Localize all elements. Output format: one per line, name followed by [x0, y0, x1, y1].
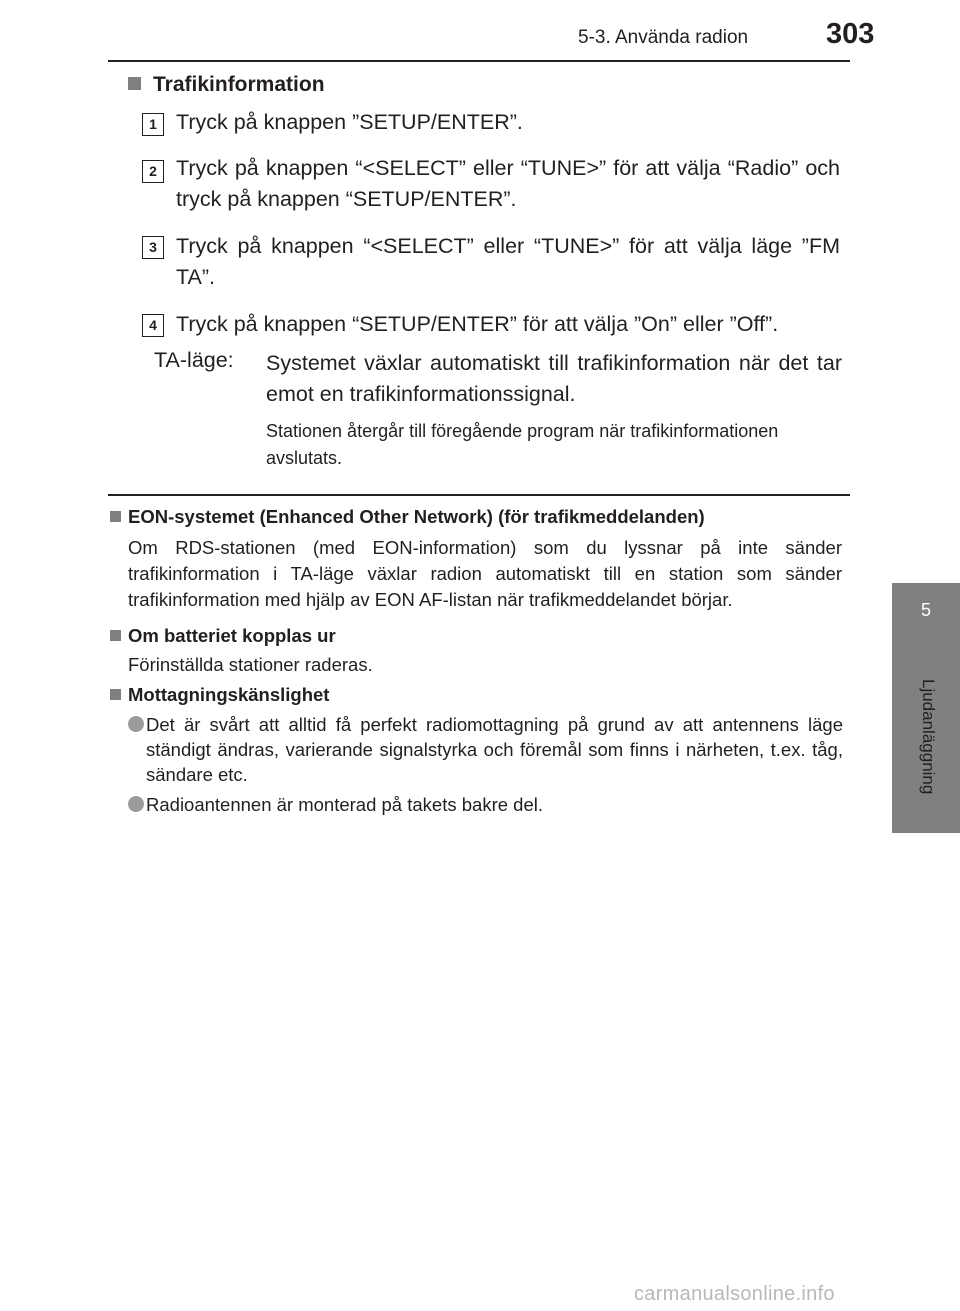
square-bullet-icon: [128, 77, 141, 90]
reception-bullet-1: Det är svårt att alltid få perfekt radiomottagning på grund av att antennens läge ständigt ändras, varierande signalstyrka och föremål som finns i närheten, t.ex. tåg, sändare etc.: [146, 714, 843, 785]
section-divider: [108, 494, 850, 496]
circle-bullet-icon: [128, 716, 144, 732]
circle-bullet-icon: [128, 796, 144, 812]
reception-heading: [110, 684, 329, 706]
battery-heading-text: Om batteriet kopplas ur: [128, 625, 336, 646]
battery-paragraph: Förinställda stationer raderas.: [128, 654, 373, 675]
watermark: carmanualsonline.info: [634, 1283, 835, 1305]
square-bullet-icon: [110, 689, 121, 700]
square-bullet-icon: [110, 511, 121, 522]
ta-mode-note: Stationen återgår till föregående program när trafikinformationen avslutats.: [266, 421, 779, 468]
eon-heading-text: EON-systemet (Enhanced Other Network) (för trafikmeddelanden): [128, 506, 705, 527]
step-text-4: Tryck på knappen “SETUP/ENTER” för att välja ”On” eller ”Off”.: [176, 312, 779, 336]
chapter-label-container: [893, 677, 959, 837]
step-number-3: 3: [142, 236, 164, 259]
step-text-2: Tryck på knappen “<SELECT” eller “TUNE>” för att välja “Radio” och tryck på knappen “SETUP/ENTER”.: [176, 156, 840, 211]
step-number-2: 2: [142, 160, 164, 183]
reception-heading-text: Mottagningskänslighet: [128, 684, 330, 705]
step-number-1: 1: [142, 113, 164, 136]
page-number: 303: [826, 18, 875, 50]
ta-mode-description: Systemet växlar automatiskt till trafikinformation när det tar emot en trafikinformationssignal.: [266, 351, 842, 406]
battery-heading: [110, 625, 336, 647]
eon-paragraph: Om RDS-stationen (med EON-information) som du lyssnar på inte sänder trafikinformation i TA-läge växlar radion automatiskt till en station som sänder trafikinformation med hjälp av EON AF-listan när trafikmeddelandet börjar.: [128, 537, 842, 610]
traffic-heading-text: Trafikinformation: [153, 73, 325, 96]
step-text-1: Tryck på knappen ”SETUP/ENTER”.: [176, 110, 523, 134]
header-divider: [108, 60, 850, 62]
reception-bullet-2: Radioantennen är monterad på takets bakre del.: [146, 794, 543, 815]
chapter-label: Ljudanläggning: [919, 679, 938, 795]
traffic-heading: [128, 73, 325, 97]
eon-heading: [110, 506, 705, 528]
step-text-3: Tryck på knappen “<SELECT” eller “TUNE>” för att välja läge ”FM TA”.: [176, 234, 840, 289]
square-bullet-icon: [110, 630, 121, 641]
ta-mode-label: TA-läge:: [154, 348, 234, 372]
section-title: 5-3. Använda radion: [578, 27, 749, 48]
chapter-number: 5: [920, 600, 931, 620]
step-number-4: 4: [142, 314, 164, 337]
